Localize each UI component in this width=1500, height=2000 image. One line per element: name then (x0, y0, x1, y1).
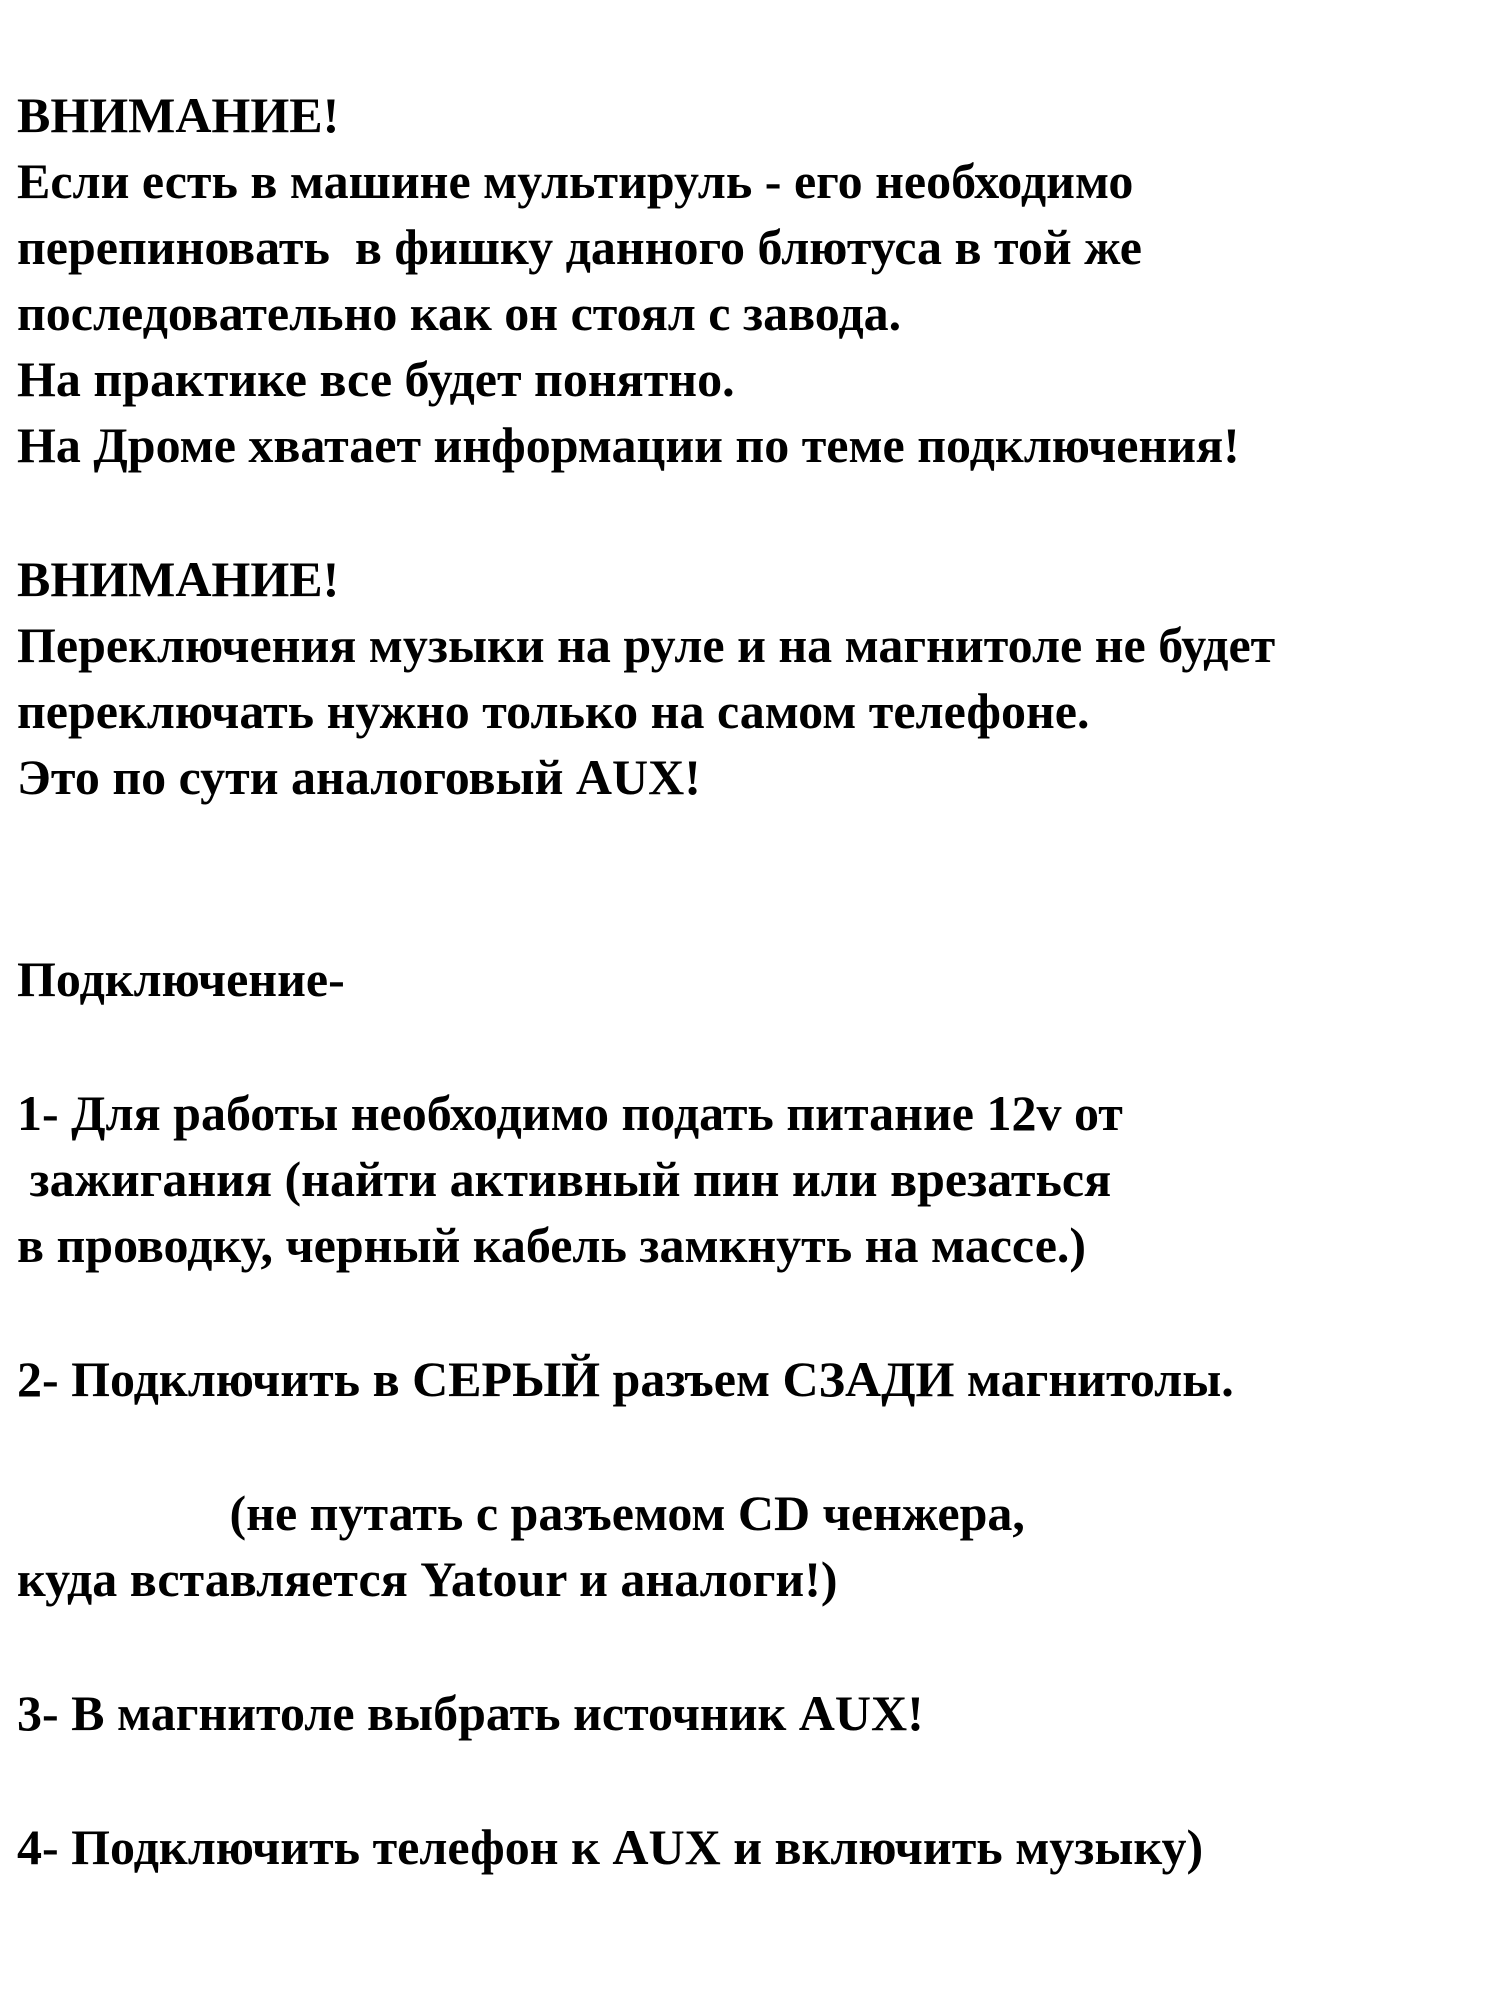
step-2-note-line-2: куда вставляется Yatour и аналоги!) (17, 1551, 838, 1607)
warning-1-line-4: На практике все будет понятно. (17, 351, 735, 407)
step-3-line: 3- В магнитоле выбрать источник AUX! (17, 1685, 924, 1741)
step-2-line-1: 2- Подключить в СЕРЫЙ разъем СЗАДИ магнитолы. (17, 1351, 1234, 1407)
step-1-line-1: 1- Для работы необходимо подать питание 12v от (17, 1085, 1123, 1141)
step-4-line: 4- Подключить телефон к AUX и включить музыку) (17, 1819, 1204, 1875)
warning-1-line-5: На Дроме хватает информации по теме подключения! (17, 417, 1240, 473)
warning-1-heading: ВНИМАНИЕ! (17, 87, 340, 143)
warning-1-line-1: Если есть в машине мультируль - его необходимо (17, 153, 1134, 209)
warning-2-line-2: переключать нужно только на самом телефоне. (17, 683, 1090, 739)
warning-2-line-1: Переключения музыки на руле и на магнитоле не будет (17, 617, 1276, 673)
connection-heading: Подключение- (17, 951, 345, 1007)
warning-2-heading: ВНИМАНИЕ! (17, 551, 340, 607)
warning-1-line-3: последовательно как он стоял с завода. (17, 285, 902, 341)
step-1-line-2: зажигания (найти активный пин или врезаться (17, 1151, 1112, 1207)
warning-2-line-3: Это по сути аналоговый AUX! (17, 749, 701, 805)
step-2-note-line-1: (не путать с разъемом CD ченжера, (17, 1485, 1025, 1541)
warning-1-line-2: перепиновать в фишку данного блютуса в той же (17, 219, 1142, 275)
step-1-line-3: в проводку, черный кабель замкнуть на массе.) (17, 1217, 1087, 1273)
